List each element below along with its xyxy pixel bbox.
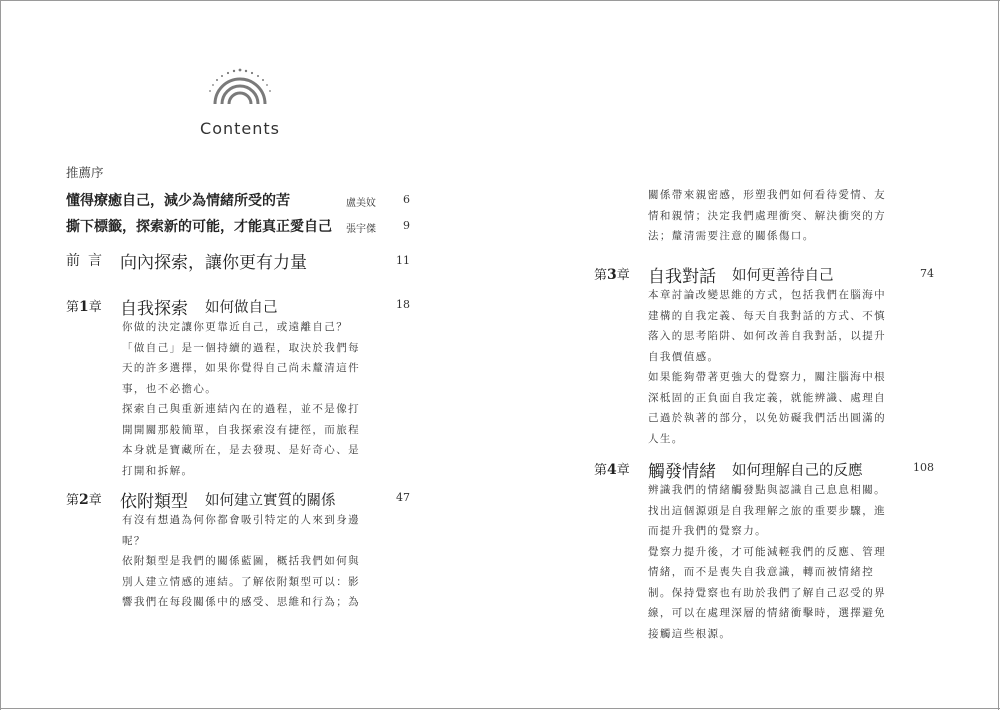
chapter-3-page: 74 [920, 267, 934, 280]
chapter-4-subtitle: 如何理解自己的反應 [732, 463, 863, 479]
foreword-page: 11 [396, 254, 410, 267]
recommendation-author-1: 盧美妏 [346, 198, 376, 209]
recommendation-title-2: 撕下標籤，探索新的可能，才能真正愛自己 [66, 219, 332, 235]
chapter-1-label: 第1章 [66, 299, 102, 315]
chapter-3-summary: 本章討論改變思維的方式，包括我們在腦海中 建構的自我定義、每天自我對話的方式、不慎 落入的思考陷阱、如何改善自我對話，以提升 自我價值感。 如果能夠帶著更強大的覺察力，關注腦海中根 深柢固的正負面自我定義，就能辨識、處理自 己過於執著的部分，以免妨礙我們活出圓滿的 人生。 [648, 289, 886, 445]
chapter-1-summary: 你做的決定讓你更靠近自己，或遠離自己？ 「做自己」是一個持續的過程，取決於我們每 天的許多選擇，如果你覺得自己尚未釐清這件 事，也不必擔心。 探索自己與重新連結內在的過程，並不是像打 開開關那般簡單，自我探索沒有捷徑，而旅程 本身就是寶藏所在，是去發現、是好奇心、是 打開和拆解。 [122, 321, 360, 477]
preface-label: 推薦序 [66, 165, 104, 180]
chapter-2-summary-continued: 關係帶來親密感，形塑我們如何看待愛情、友 情和親情；決定我們處理衝突、解決衝突的方 法；釐清需要注意的關係傷口。 [648, 189, 886, 242]
chapter-4-page: 108 [913, 461, 934, 474]
foreword-label: 前言 [66, 253, 110, 269]
chapter-4-title: 觸發情緒 [648, 462, 716, 482]
chapter-4-summary: 辨識我們的情緒觸發點與認識自己息息相關。 找出這個源頭是自我理解之旅的重要步驟，進 而提升我們的覺察力。 覺察力提升後，才可能減輕我們的反應、管理 情緒，而不是喪失自我意識，轉而被情緒控 制。保持覺察也有助於我們了解自己忍受的界 線，可以在處理深層的情緒衝擊時，選擇避免 接觸這些根源。 [648, 484, 886, 640]
chapter-3-title: 自我對話 [648, 267, 716, 287]
foreword-title: 向內探索，讓你更有力量 [120, 253, 307, 273]
chapter-3-subtitle: 如何更善待自己 [732, 268, 834, 284]
contents-title: Contents [200, 119, 280, 138]
recommendation-author-2: 張宇傑 [346, 224, 376, 235]
recommendation-title-1: 懂得療癒自己，減少為情緒所受的苦 [66, 193, 290, 209]
chapter-2-page: 47 [396, 491, 410, 504]
rainbow-icon [205, 66, 275, 110]
page-border-right [998, 0, 999, 710]
page-border-bottom [0, 708, 1000, 709]
chapter-1-title: 自我探索 [120, 299, 188, 319]
page-border-top [0, 0, 1000, 1]
chapter-1-subtitle: 如何做自己 [205, 300, 278, 316]
page-border-left [0, 0, 1, 710]
chapter-1-page: 18 [396, 298, 410, 311]
recommendation-page-2: 9 [403, 219, 410, 232]
recommendation-page-1: 6 [403, 193, 410, 206]
chapter-4-label: 第4章 [594, 462, 630, 478]
chapter-3-label: 第3章 [594, 267, 630, 283]
chapter-2-label: 第2章 [66, 492, 102, 508]
chapter-2-title: 依附類型 [120, 492, 188, 512]
chapter-2-summary: 有沒有想過為何你都會吸引特定的人來到身邊 呢？ 依附類型是我們的關係藍圖，概括我們如何與 別人建立情感的連結。了解依附類型可以：影 響我們在每段關係中的感受、思維和行為；為 [122, 514, 360, 608]
chapter-2-subtitle: 如何建立實質的關係 [205, 493, 336, 509]
